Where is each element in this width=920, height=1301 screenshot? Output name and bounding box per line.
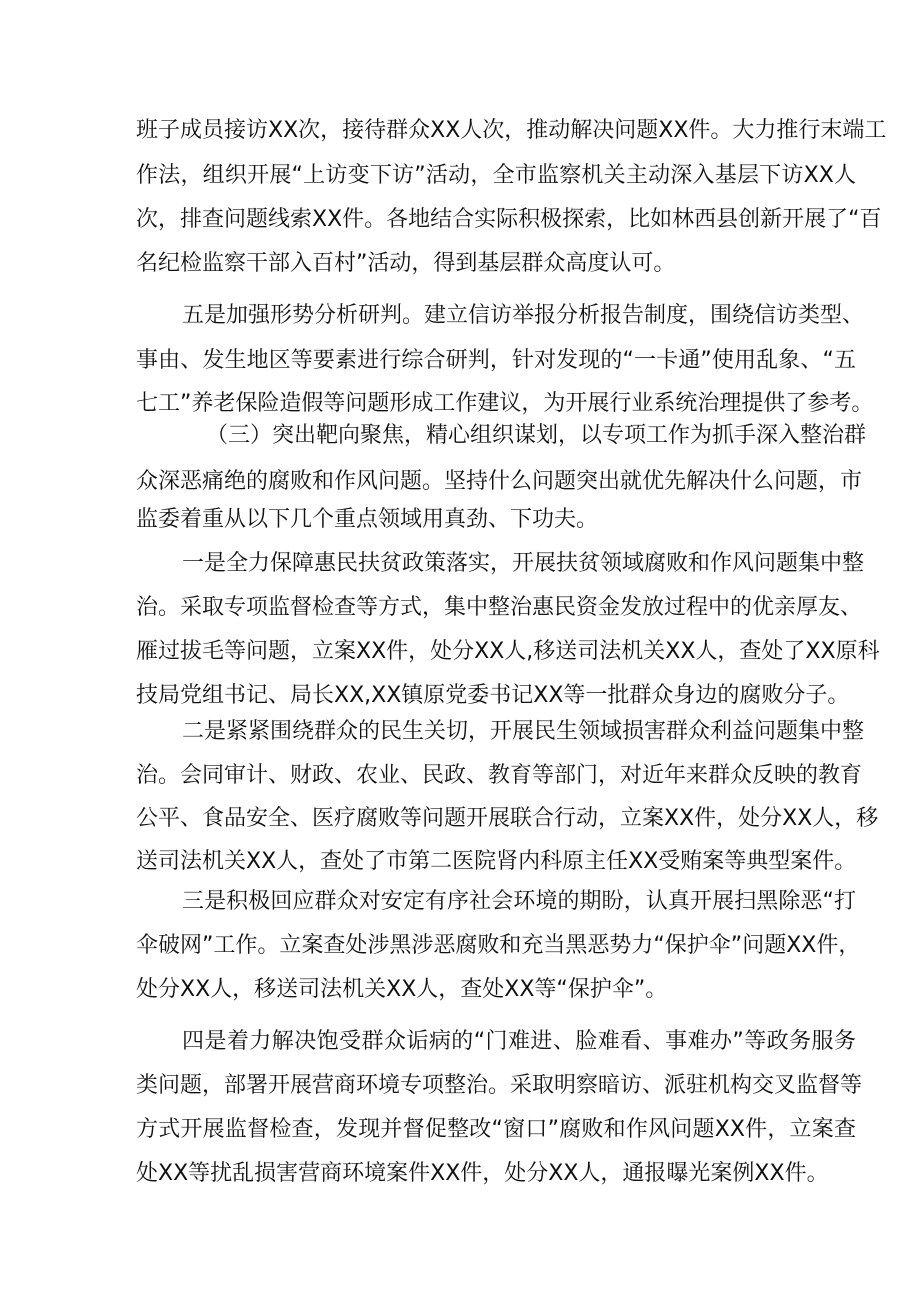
body-text-line: 作法，组织开展“上访变下访”活动，全市监察机关主动深入基层下访XX人 [136, 163, 856, 188]
body-text-line: 方式开展监督检查，发现并督促整改“窗口”腐败和作风问题XX件，立案查 [136, 1117, 856, 1142]
body-text-line: 雁过拔毛等问题，立案XX件，处分XX人,移送司法机关XX人，查处了XX原科 [136, 639, 880, 664]
body-text-line: 次，排查问题线索XX件。各地结合实际积极探索，比如林西县创新开展了“百 [136, 207, 882, 232]
body-text-line: 送司法机关XX人，查处了市第二医院肾内科原主任XX受贿案等典型案件。 [136, 849, 857, 874]
body-text-line: 七工”养老保险造假等问题形成工作建议，为开展行业系统治理提供了参考。 [136, 391, 874, 416]
body-text-line: 五是加强形势分析研判。建立信访举报分析报告制度，围绕信访类型、 [182, 303, 865, 328]
body-text-line: 处分XX人，移送司法机关XX人，查处XX等“保护伞”。 [136, 977, 668, 1002]
body-text-line: 一是全力保障惠民扶贫政策落实，开展扶贫领域腐败和作风问题集中整 [182, 551, 865, 576]
body-text-line: 名纪检监察干部入百村”活动，得到基层群众高度认可。 [136, 251, 676, 276]
body-text-line: 事由、发生地区等要素进行综合研判，针对发现的“一卡通”使用乱象、“五 [136, 348, 856, 373]
body-text-line: 技局党组书记、局长XX,XX镇原党委书记XX等一批群众身边的腐败分子。 [136, 683, 850, 708]
body-text-line: 类问题，部署开展营商环境专项整治。采取明察暗访、派驻机构交叉监督等 [136, 1073, 863, 1098]
body-text-line: 三是积极回应群众对安定有序社会环境的期盼，认真开展扫黑除恶“打 [182, 889, 856, 914]
body-text-line: 四是着力解决饱受群众诟病的“门难进、脸难看、事难办”等政务服务 [182, 1029, 856, 1054]
body-text-line: 治。采取专项监督检查等方式，集中整治惠民资金发放过程中的优亲厚友、 [136, 595, 863, 620]
body-text-line: 二是紧紧围绕群众的民生关切，开展民生领域损害群众利益问题集中整 [182, 719, 865, 744]
body-text-line: 处XX等扰乱损害营商环境案件XX件，处分XX人，通报曝光案例XX件。 [136, 1161, 829, 1186]
section-heading-line: （三）突出靶向聚焦，精心组织谋划，以专项工作为抓手深入整治群 [206, 423, 867, 448]
body-text-line: 班子成员接访XX次，接待群众XX人次，推动解决问题XX件。大力推行末端工 [136, 118, 887, 143]
body-text-line: 众深恶痛绝的腐败和作风问题。坚持什么问题突出就优先解决什么问题，市 [136, 469, 863, 494]
body-text-line: 伞破网”工作。立案查处涉黑涉恶腐败和充当黑恶势力“保护伞”问题XX件， [136, 933, 861, 958]
body-text-line: 公平、食品安全、医疗腐败等问题开展联合行动，立案XX件，处分XX人，移 [136, 806, 879, 831]
body-text-line: 监委着重从以下几个重点领域用真劲、下功夫。 [136, 507, 599, 532]
body-text-line: 治。会同审计、财政、农业、民政、教育等部门，对近年来群众反映的教育 [136, 763, 863, 788]
